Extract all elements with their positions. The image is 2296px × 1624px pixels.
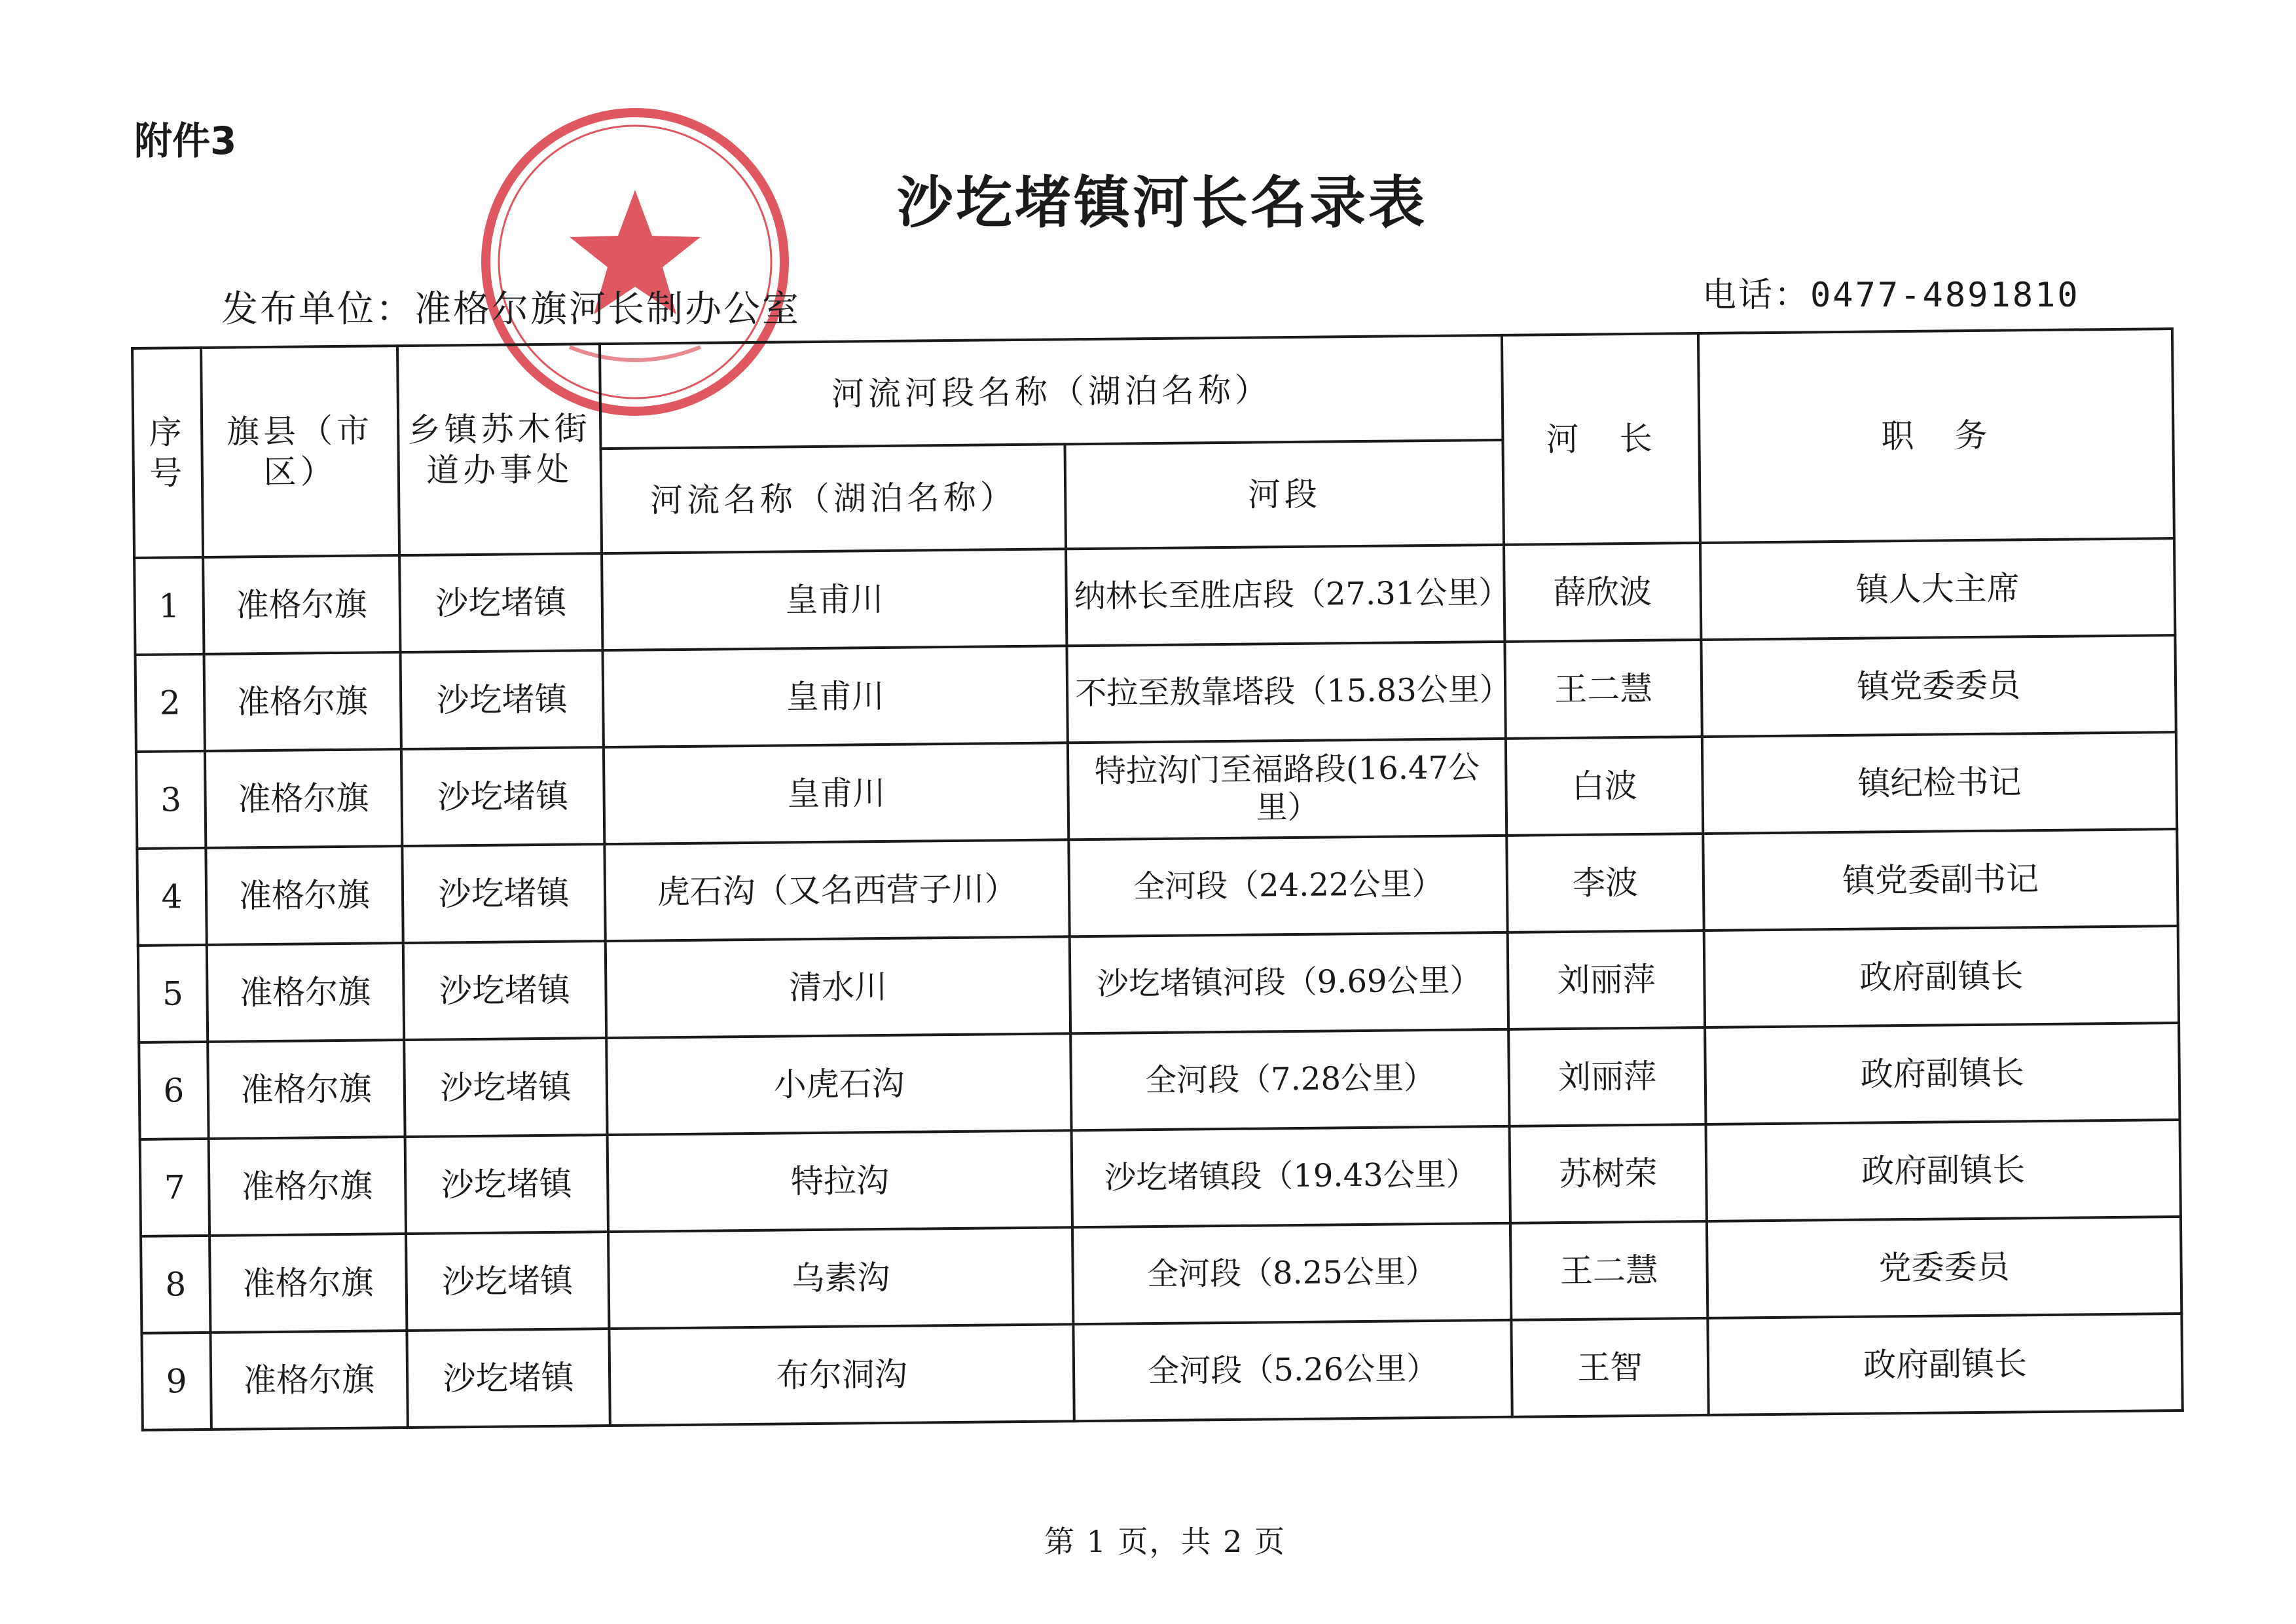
cell-section: 纳林长至胜店段（27.31公里） (1066, 545, 1505, 646)
table-row (141, 1217, 2181, 1333)
table-row (141, 1314, 2182, 1430)
cell-section: 全河段（7.28公里） (1070, 1029, 1510, 1130)
cell-section: 全河段（5.26公里） (1074, 1320, 1513, 1421)
cell-chief: 王智 (1512, 1318, 1709, 1417)
cell-chief: 刘丽萍 (1508, 1027, 1705, 1126)
cell-township: 沙圪堵镇 (405, 1135, 608, 1234)
header-township: 乡镇苏木街道办事处 (397, 344, 602, 555)
cell-section: 全河段（8.25公里） (1072, 1223, 1512, 1324)
header-chief: 河 长 (1502, 333, 1700, 545)
header-position: 职 务 (1698, 329, 2174, 543)
cell-river: 特拉沟 (608, 1130, 1072, 1232)
cell-township: 沙圪堵镇 (402, 844, 606, 943)
cell-index: 4 (137, 848, 206, 946)
cell-river: 皇甫川 (603, 646, 1068, 747)
cell-chief: 王二慧 (1505, 640, 1702, 739)
cell-county: 准格尔旗 (206, 846, 403, 945)
cell-chief: 白波 (1506, 737, 1703, 836)
cell-river: 布尔洞沟 (610, 1324, 1074, 1426)
cell-township: 沙圪堵镇 (400, 650, 604, 749)
cell-position: 党委委员 (1707, 1217, 2181, 1318)
header-section: 河段 (1065, 440, 1504, 549)
cell-county: 准格尔旗 (209, 1137, 406, 1236)
cell-township: 沙圪堵镇 (406, 1232, 610, 1331)
cell-county: 准格尔旗 (208, 1040, 405, 1139)
cell-chief: 薛欣波 (1504, 543, 1701, 642)
cell-section: 沙圪堵镇段（19.43公里） (1072, 1126, 1511, 1227)
cell-index: 9 (141, 1333, 211, 1430)
cell-position: 镇党委委员 (1701, 635, 2176, 737)
cell-index: 2 (136, 654, 205, 752)
table-row (136, 635, 2176, 752)
table-row (140, 1120, 2181, 1236)
table-row (139, 1023, 2179, 1139)
header-river-name: 河流名称（湖泊名称） (601, 444, 1066, 553)
header-county: 旗县（市区） (201, 346, 399, 557)
cell-county: 准格尔旗 (210, 1234, 407, 1333)
cell-county: 准格尔旗 (203, 555, 400, 654)
cell-township: 沙圪堵镇 (401, 747, 605, 846)
cell-township: 沙圪堵镇 (404, 1038, 608, 1137)
cell-chief: 李波 (1507, 834, 1704, 932)
cell-river: 皇甫川 (602, 549, 1066, 650)
table-body (134, 538, 2183, 1430)
cell-index: 1 (134, 557, 204, 655)
page-footer: 第 1 页，共 2 页 (1044, 1524, 1286, 1559)
cell-township: 沙圪堵镇 (403, 941, 606, 1040)
cell-chief: 王二慧 (1510, 1221, 1707, 1320)
table-row (137, 829, 2178, 946)
cell-river: 皇甫川 (604, 743, 1068, 844)
cell-position: 政府副镇长 (1707, 1314, 2182, 1415)
cell-position: 镇党委副书记 (1703, 829, 2178, 931)
cell-chief: 刘丽萍 (1508, 931, 1705, 1029)
cell-river: 小虎石沟 (606, 1033, 1071, 1135)
cell-position: 政府副镇长 (1704, 926, 2179, 1027)
cell-county: 准格尔旗 (204, 652, 401, 751)
cell-county: 准格尔旗 (210, 1331, 407, 1430)
cell-river: 虎石沟（又名西营子川） (605, 840, 1070, 941)
cell-chief: 苏树荣 (1510, 1124, 1707, 1223)
cell-section: 特拉沟门至福路段(16.47公里） (1068, 739, 1507, 840)
header-index: 序号 (132, 348, 203, 558)
cell-index: 8 (141, 1236, 210, 1333)
table-row (138, 926, 2179, 1043)
cell-township: 沙圪堵镇 (399, 553, 603, 652)
attachment-label: 附件3 (134, 119, 237, 163)
cell-position: 镇人大主席 (1700, 538, 2175, 640)
cell-section: 不拉至敖靠塔段（15.83公里） (1067, 642, 1506, 743)
cell-county: 准格尔旗 (207, 943, 404, 1042)
cell-river: 乌素沟 (608, 1227, 1073, 1329)
table-row (136, 732, 2177, 849)
phone-line: 电话：0477-4891810 (1702, 276, 2080, 315)
cell-position: 政府副镇长 (1705, 1023, 2179, 1124)
cell-index: 5 (138, 945, 208, 1043)
header-river-group: 河流河段名称（湖泊名称） (600, 335, 1503, 449)
cell-position: 政府副镇长 (1706, 1120, 2181, 1221)
cell-index: 3 (136, 751, 206, 849)
cell-section: 沙圪堵镇河段（9.69公里） (1070, 932, 1509, 1033)
cell-township: 沙圪堵镇 (407, 1329, 610, 1428)
cell-county: 准格尔旗 (205, 749, 402, 848)
cell-river: 清水川 (606, 936, 1070, 1038)
cell-index: 7 (140, 1139, 210, 1236)
river-chief-table (131, 327, 2184, 1431)
cell-index: 6 (139, 1042, 208, 1139)
document-title: 沙圪堵镇河长名录表 (897, 170, 1427, 236)
cell-section: 全河段（24.22公里） (1068, 836, 1508, 936)
publisher-line: 发布单位：准格尔旗河长制办公室 (221, 288, 801, 331)
cell-position: 镇纪检书记 (1702, 732, 2177, 834)
table-row (134, 538, 2175, 655)
